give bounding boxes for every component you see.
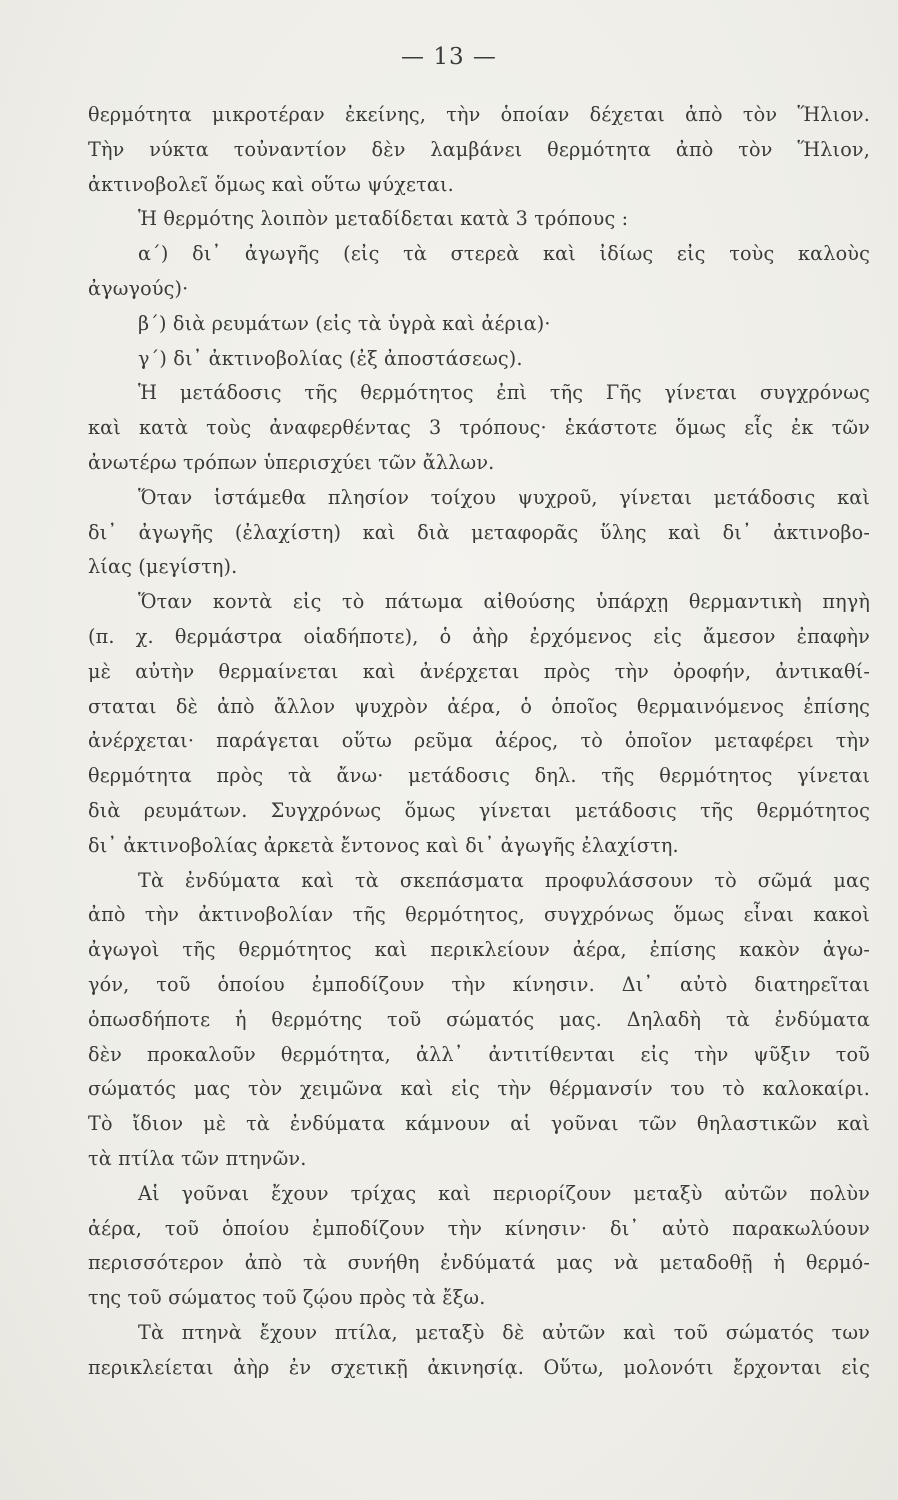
text-line: (π. χ. θερμάστρα οἱαδήποτε), ὁ ἀὴρ ἐρχόμενος εἰς ἄμεσον ἐπαφὴν (88, 624, 870, 648)
text-line: ἀκτινοβολεῖ ὅμως καὶ οὕτω ψύχεται. (88, 172, 454, 196)
text-line: γόν, τοῦ ὁποίου ἐμποδίζουν τὴν κίνησιν. Δι᾿ αὐτὸ διατηρεῖται (88, 972, 870, 996)
text-line: Τὰ ἐνδύματα καὶ τὰ σκεπάσματα προφυλάσσουν τὸ σῶμά μας (138, 868, 870, 892)
text-line: ἀέρα, τοῦ ὁποίου ἐμποδίζουν τὴν κίνησιν· δι᾿ αὐτὸ παρακωλύουν (88, 1216, 870, 1240)
text-line: Τὸ ἴδιον μὲ τὰ ἐνδύματα κάμνουν αἱ γοῦναι τῶν θηλαστικῶν καὶ (88, 1112, 870, 1136)
text-line: μὲ αὐτὴν θερμαίνεται καὶ ἀνέρχεται πρὸς τὴν ὀροφήν, ἀντικαθί- (88, 659, 870, 683)
text-line: δι᾿ ἀκτινοβολίας ἀρκετὰ ἔντονος καὶ δι᾿ ἀγωγῆς ἐλαχίστη. (88, 833, 679, 857)
text-line: διὰ ρευμάτων. Συγχρόνως ὅμως γίνεται μετάδοσις τῆς θερμότητος (88, 798, 870, 822)
text-line: λίας (μεγίστη). (88, 555, 238, 579)
text-line: ἀνέρχεται· παράγεται οὕτω ρεῦμα ἀέρος, τὸ ὁποῖον μεταφέρει τὴν (88, 729, 870, 753)
text-line: Ἡ θερμότης λοιπὸν μεταδίδεται κατὰ 3 τρόπους : (138, 207, 629, 231)
text-line: Τὴν νύκτα τοὐναντίον δὲν λαμβάνει θερμότητα ἀπὸ τὸν Ἥλιον, (88, 137, 870, 161)
text-line: γ΄) δι᾿ ἀκτινοβολίας (ἐξ ἀποστάσεως). (138, 346, 523, 370)
text-line: ἀγωγοὶ τῆς θερμότητος καὶ περικλείουν ἀέρα, ἐπίσης κακὸν ἀγω- (88, 938, 870, 962)
text-line: Τὰ πτηνὰ ἔχουν πτίλα, μεταξὺ δὲ αὐτῶν καὶ τοῦ σώματός των (138, 1320, 870, 1344)
body-text (88, 98, 870, 1385)
text-line: ἀγωγούς)· (88, 276, 189, 300)
text-line: περισσότερον ἀπὸ τὰ συνήθη ἐνδύματά μας νὰ μεταδοθῇ ἡ θερμό- (88, 1251, 870, 1275)
text-line: ὁπωσδήποτε ἡ θερμότης τοῦ σώματός μας. Δηλαδὴ τὰ ἐνδύματα (88, 1007, 870, 1031)
text-line: καὶ κατὰ τοὺς ἀναφερθέντας 3 τρόπους· ἑκάστοτε ὅμως εἷς ἐκ τῶν (88, 416, 870, 440)
text-line: Ἡ μετάδοσις τῆς θερμότητος ἐπὶ τῆς Γῆς γίνεται συγχρόνως (138, 381, 870, 405)
text-line: δὲν προκαλοῦν θερμότητα, ἀλλ᾿ ἀντιτίθενται εἰς τὴν ψῦξιν τοῦ (88, 1042, 870, 1066)
text-line: α΄) δι᾿ ἀγωγῆς (εἰς τὰ στερεὰ καὶ ἰδίως εἰς τοὺς καλοὺς (138, 242, 870, 266)
text-line: της τοῦ σώματος τοῦ ζῴου πρὸς τὰ ἔξω. (88, 1286, 486, 1310)
text-line: ἀπὸ τὴν ἀκτινοβολίαν τῆς θερμότητος, συγχρόνως ὅμως εἶναι κακοὶ (88, 903, 870, 927)
text-line: ἀνωτέρω τρόπων ὑπερισχύει τῶν ἄλλων. (88, 450, 495, 474)
text-line: θερμότητα πρὸς τὰ ἄνω· μετάδοσις δηλ. τῆς θερμότητος γίνεται (88, 764, 870, 788)
text-line: τὰ πτίλα τῶν πτηνῶν. (88, 1146, 307, 1170)
page-number: — 13 — (401, 44, 497, 70)
text-line: σώματός μας τὸν χειμῶνα καὶ εἰς τὴν θέρμανσίν του τὸ καλοκαίρι. (88, 1077, 870, 1101)
text-line: Ὅταν ἱστάμεθα πλησίον τοίχου ψυχροῦ, γίνεται μετάδοσις καὶ (138, 485, 870, 509)
text-line: Ὅταν κοντὰ εἰς τὸ πάτωμα αἰθούσης ὑπάρχῃ θερμαντικὴ πηγὴ (138, 590, 870, 614)
text-line: Αἱ γοῦναι ἔχουν τρίχας καὶ περιορίζουν μεταξὺ αὐτῶν πολὺν (138, 1181, 870, 1205)
text-line: θερμότητα μικροτέραν ἐκείνης, τὴν ὁποίαν δέχεται ἀπὸ τὸν Ἥλιον. (88, 103, 870, 126)
text-line: δι᾿ ἀγωγῆς (ἐλαχίστη) καὶ διὰ μεταφορᾶς ὕλης καὶ δι᾿ ἀκτινοβο- (88, 520, 870, 544)
text-line: β΄) διὰ ρευμάτων (εἰς τὰ ὑγρὰ καὶ ἀέρια)· (138, 311, 551, 335)
text-line: περικλείεται ἀὴρ ἐν σχετικῇ ἀκινησίᾳ. Οὕτω, μολονότι ἔρχονται εἰς (88, 1355, 870, 1379)
text-line: σταται δὲ ἀπὸ ἄλλον ψυχρὸν ἀέρα, ὁ ὁποῖος θερμαινόμενος ἐπίσης (88, 694, 870, 718)
